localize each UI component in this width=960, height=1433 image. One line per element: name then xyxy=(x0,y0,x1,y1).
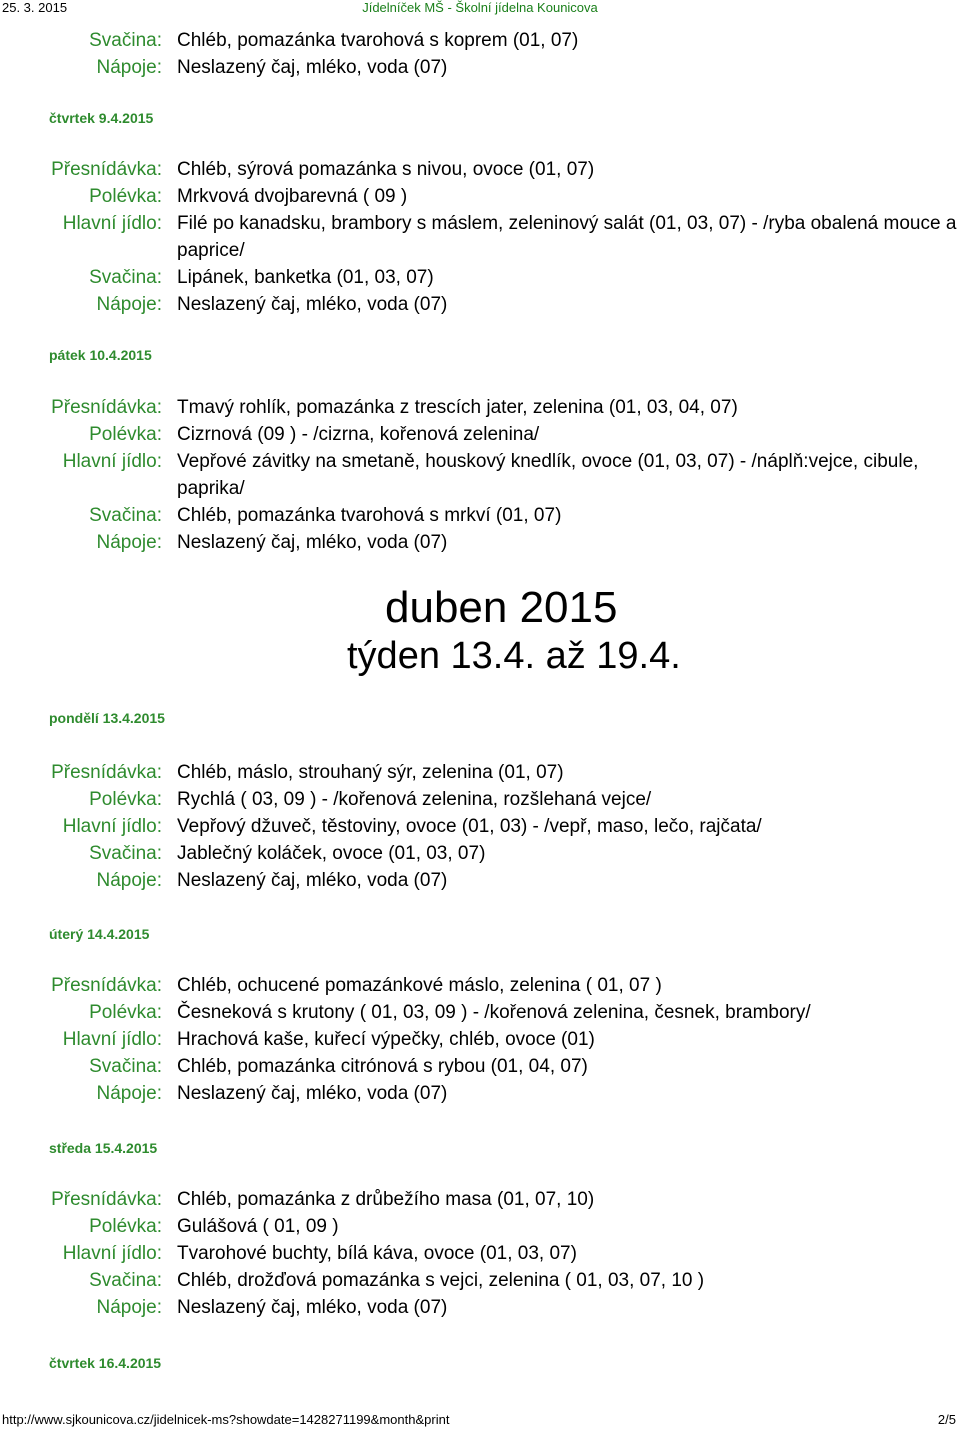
day-heading: středa 15.4.2015 xyxy=(49,1140,158,1156)
meal-text: Chléb, pomazánka tvarohová s koprem (01, 07) xyxy=(177,30,579,51)
meal-label: Nápoje: xyxy=(96,1297,162,1318)
day-heading: úterý 14.4.2015 xyxy=(49,926,150,942)
meal-label: Nápoje: xyxy=(96,870,162,891)
print-date: 25. 3. 2015 xyxy=(2,0,68,15)
meal-text: Cizrnová (09 ) - /cizrna, kořenová zelenina/ xyxy=(177,424,540,445)
day-heading: čtvrtek 9.4.2015 xyxy=(49,110,154,126)
meal-text: Chléb, ochucené pomazánkové máslo, zelenina ( 01, 07 ) xyxy=(177,975,662,996)
meal-label: Polévka: xyxy=(89,1216,162,1237)
meal-text: Gulášová ( 01, 09 ) xyxy=(177,1216,339,1237)
meal-text: Neslazený čaj, mléko, voda (07) xyxy=(177,1297,448,1318)
meal-label: Svačina: xyxy=(89,843,162,864)
meal-text: Chléb, drožďová pomazánka s vejci, zelenina ( 01, 03, 07, 10 ) xyxy=(177,1270,705,1291)
meal-text: Vepřové závitky na smetaně, houskový knedlík, ovoce (01, 03, 07) - /náplň:vejce, cibule, paprika/ xyxy=(177,451,919,499)
meal-label: Přesnídávka: xyxy=(51,1189,162,1210)
meal-label: Hlavní jídlo: xyxy=(62,1029,162,1050)
meal-label: Nápoje: xyxy=(96,57,162,78)
meal-text: Chléb, sýrová pomazánka s nivou, ovoce (01, 07) xyxy=(177,159,595,180)
meal-label: Nápoje: xyxy=(96,532,162,553)
meal-text: Neslazený čaj, mléko, voda (07) xyxy=(177,57,448,78)
meal-text: Česneková s krutony ( 01, 03, 09 ) - /kořenová zelenina, česnek, brambory/ xyxy=(177,1002,811,1023)
meal-text: Mrkvová dvojbarevná ( 09 ) xyxy=(177,186,408,207)
meal-label: Polévka: xyxy=(89,424,162,445)
meal-label: Hlavní jídlo: xyxy=(62,213,162,234)
meal-label: Nápoje: xyxy=(96,294,162,315)
meal-text: Chléb, máslo, strouhaný sýr, zelenina (01, 07) xyxy=(177,762,564,783)
meal-label: Hlavní jídlo: xyxy=(62,1243,162,1264)
meal-label: Svačina: xyxy=(89,30,162,51)
meal-label: Přesnídávka: xyxy=(51,397,162,418)
meal-text: Vepřový džuveč, těstoviny, ovoce (01, 03) - /vepř, maso, lečo, rajčata/ xyxy=(177,816,762,837)
meal-label: Polévka: xyxy=(89,789,162,810)
meal-text: Neslazený čaj, mléko, voda (07) xyxy=(177,870,448,891)
meal-text: Neslazený čaj, mléko, voda (07) xyxy=(177,532,448,553)
meal-label: Hlavní jídlo: xyxy=(62,451,162,472)
day-heading: pátek 10.4.2015 xyxy=(49,347,152,363)
meal-text: Rychlá ( 03, 09 ) - /kořenová zelenina, rozšlehaná vejce/ xyxy=(177,789,652,810)
week-title: týden 13.4. až 19.4. xyxy=(347,635,681,677)
meal-label: Polévka: xyxy=(89,186,162,207)
meal-text: Tmavý rohlík, pomazánka z trescích jater, zelenina (01, 03, 04, 07) xyxy=(177,397,738,418)
meal-text: Chléb, pomazánka citrónová s rybou (01, 04, 07) xyxy=(177,1056,588,1077)
meal-label: Svačina: xyxy=(89,1056,162,1077)
meal-label: Svačina: xyxy=(89,505,162,526)
meal-text: Tvarohové buchty, bílá káva, ovoce (01, 03, 07) xyxy=(177,1243,577,1264)
page-number: 2/5 xyxy=(937,1412,956,1427)
page-title: Jídelníček MŠ - Školní jídelna Kounicova xyxy=(362,0,598,15)
meal-label: Svačina: xyxy=(89,267,162,288)
meal-label: Nápoje: xyxy=(96,1083,162,1104)
meal-label: Hlavní jídlo: xyxy=(62,816,162,837)
meal-label: Svačina: xyxy=(89,1270,162,1291)
meal-text: Jablečný koláček, ovoce (01, 03, 07) xyxy=(177,843,486,864)
meal-text: Filé po kanadsku, brambory s máslem, zeleninový salát (01, 03, 07) - /ryba obalená mouce a paprice/ xyxy=(177,213,957,261)
month-title: duben 2015 xyxy=(385,583,618,632)
day-heading: pondělí 13.4.2015 xyxy=(49,710,165,726)
meal-text: Chléb, pomazánka tvarohová s mrkví (01, 07) xyxy=(177,505,562,526)
meal-label: Polévka: xyxy=(89,1002,162,1023)
meal-text: Neslazený čaj, mléko, voda (07) xyxy=(177,1083,448,1104)
day-heading: čtvrtek 16.4.2015 xyxy=(49,1355,162,1371)
meal-text: Chléb, pomazánka z drůbežího masa (01, 07, 10) xyxy=(177,1189,595,1210)
meal-label: Přesnídávka: xyxy=(51,762,162,783)
meal-label: Přesnídávka: xyxy=(51,159,162,180)
meal-text: Lipánek, banketka (01, 03, 07) xyxy=(177,267,434,288)
meal-text: Neslazený čaj, mléko, voda (07) xyxy=(177,294,448,315)
page-url: http://www.sjkounicova.cz/jidelnicek-ms?showdate=1428271199&month&print xyxy=(2,1412,450,1427)
meal-label: Přesnídávka: xyxy=(51,975,162,996)
meal-text: Hrachová kaše, kuřecí výpečky, chléb, ovoce (01) xyxy=(177,1029,595,1050)
